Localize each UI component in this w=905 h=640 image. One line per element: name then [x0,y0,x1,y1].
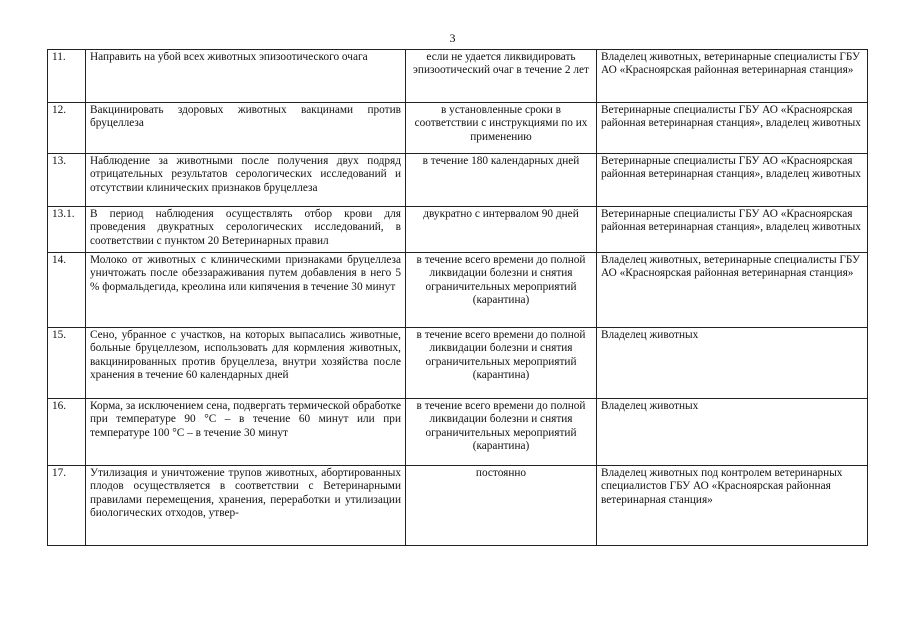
table-row [48,253,868,328]
measures-table [47,49,868,546]
table-row [48,207,868,253]
row-number: 13. [48,154,86,207]
measure-text: Утилизация и уничтожение трупов животных, абортированных плодов осуществляется в соответствии с Ветеринарными правилами перемещения, хранения, переработки и утилизации биологических отходов, утвер- [86,466,406,546]
responsible-text: Ветеринарные специалисты ГБУ АО «Красноярская районная ветеринарная станция», владелец животных [597,154,868,207]
table-row [48,154,868,207]
table-row [48,466,868,546]
measure-text: Корма, за исключением сена, подвергать термической обработке при температуре 90 °С – в течение 60 минут или при температуре 100 °С – в течение 30 минут [86,399,406,466]
term-text: двукратно с интервалом 90 дней [406,207,597,253]
term-text: постоянно [406,466,597,546]
measure-text: Молоко от животных с клиническими признаками бруцеллеза уничтожать после обеззараживания путем добавления в него 5 % формальдегида, креолина или кипячения в течение 30 минут [86,253,406,328]
responsible-text: Ветеринарные специалисты ГБУ АО «Красноярская районная ветеринарная станция», владелец животных [597,207,868,253]
term-text: в течение всего времени до полной ликвидации болезни и снятия ограничительных мероприятий (карантина) [406,253,597,328]
measure-text: В период наблюдения осуществлять отбор крови для проведения двукратных серологических исследований, в соответствии с пунктом 20 Ветеринарных правил [86,207,406,253]
table-row [48,328,868,399]
term-text: в установленные сроки в соответствии с инструкциями по их применению [406,103,597,154]
table-row [48,399,868,466]
table-row [48,50,868,103]
measure-text: Наблюдение за животными после получения двух подряд отрицательных результатов серологических исследований и отсутствии клинических признаков бруцеллеза [86,154,406,207]
responsible-text: Владелец животных [597,399,868,466]
measure-text: Направить на убой всех животных эпизоотического очага [86,50,406,103]
row-number: 12. [48,103,86,154]
row-number: 14. [48,253,86,328]
term-text: в течение всего времени до полной ликвидации болезни и снятия ограничительных мероприятий (карантина) [406,328,597,399]
row-number: 16. [48,399,86,466]
measure-text: Вакцинировать здоровых животных вакцинами против бруцеллеза [86,103,406,154]
responsible-text: Владелец животных, ветеринарные специалисты ГБУ АО «Красноярская районная ветеринарная станция» [597,50,868,103]
responsible-text: Владелец животных под контролем ветеринарных специалистов ГБУ АО «Красноярская районная ветеринарная станция» [597,466,868,546]
responsible-text: Владелец животных [597,328,868,399]
row-number: 17. [48,466,86,546]
measure-text: Сено, убранное с участков, на которых выпасались животные, больные бруцеллезом, использовать для кормления животных, вакцинированных против бруцеллеза, внутри хозяйства после хранения в течение 60 календарных дней [86,328,406,399]
row-number: 15. [48,328,86,399]
page-number: 3 [449,31,456,45]
responsible-text: Ветеринарные специалисты ГБУ АО «Красноярская районная ветеринарная станция», владелец животных [597,103,868,154]
table-row [48,103,868,154]
row-number: 13.1. [48,207,86,253]
row-number: 11. [48,50,86,103]
term-text: если не удается ликвидировать эпизоотический очаг в течение 2 лет [406,50,597,103]
term-text: в течение 180 календарных дней [406,154,597,207]
responsible-text: Владелец животных, ветеринарные специалисты ГБУ АО «Красноярская районная ветеринарная станция» [597,253,868,328]
term-text: в течение всего времени до полной ликвидации болезни и снятия ограничительных мероприятий (карантина) [406,399,597,466]
